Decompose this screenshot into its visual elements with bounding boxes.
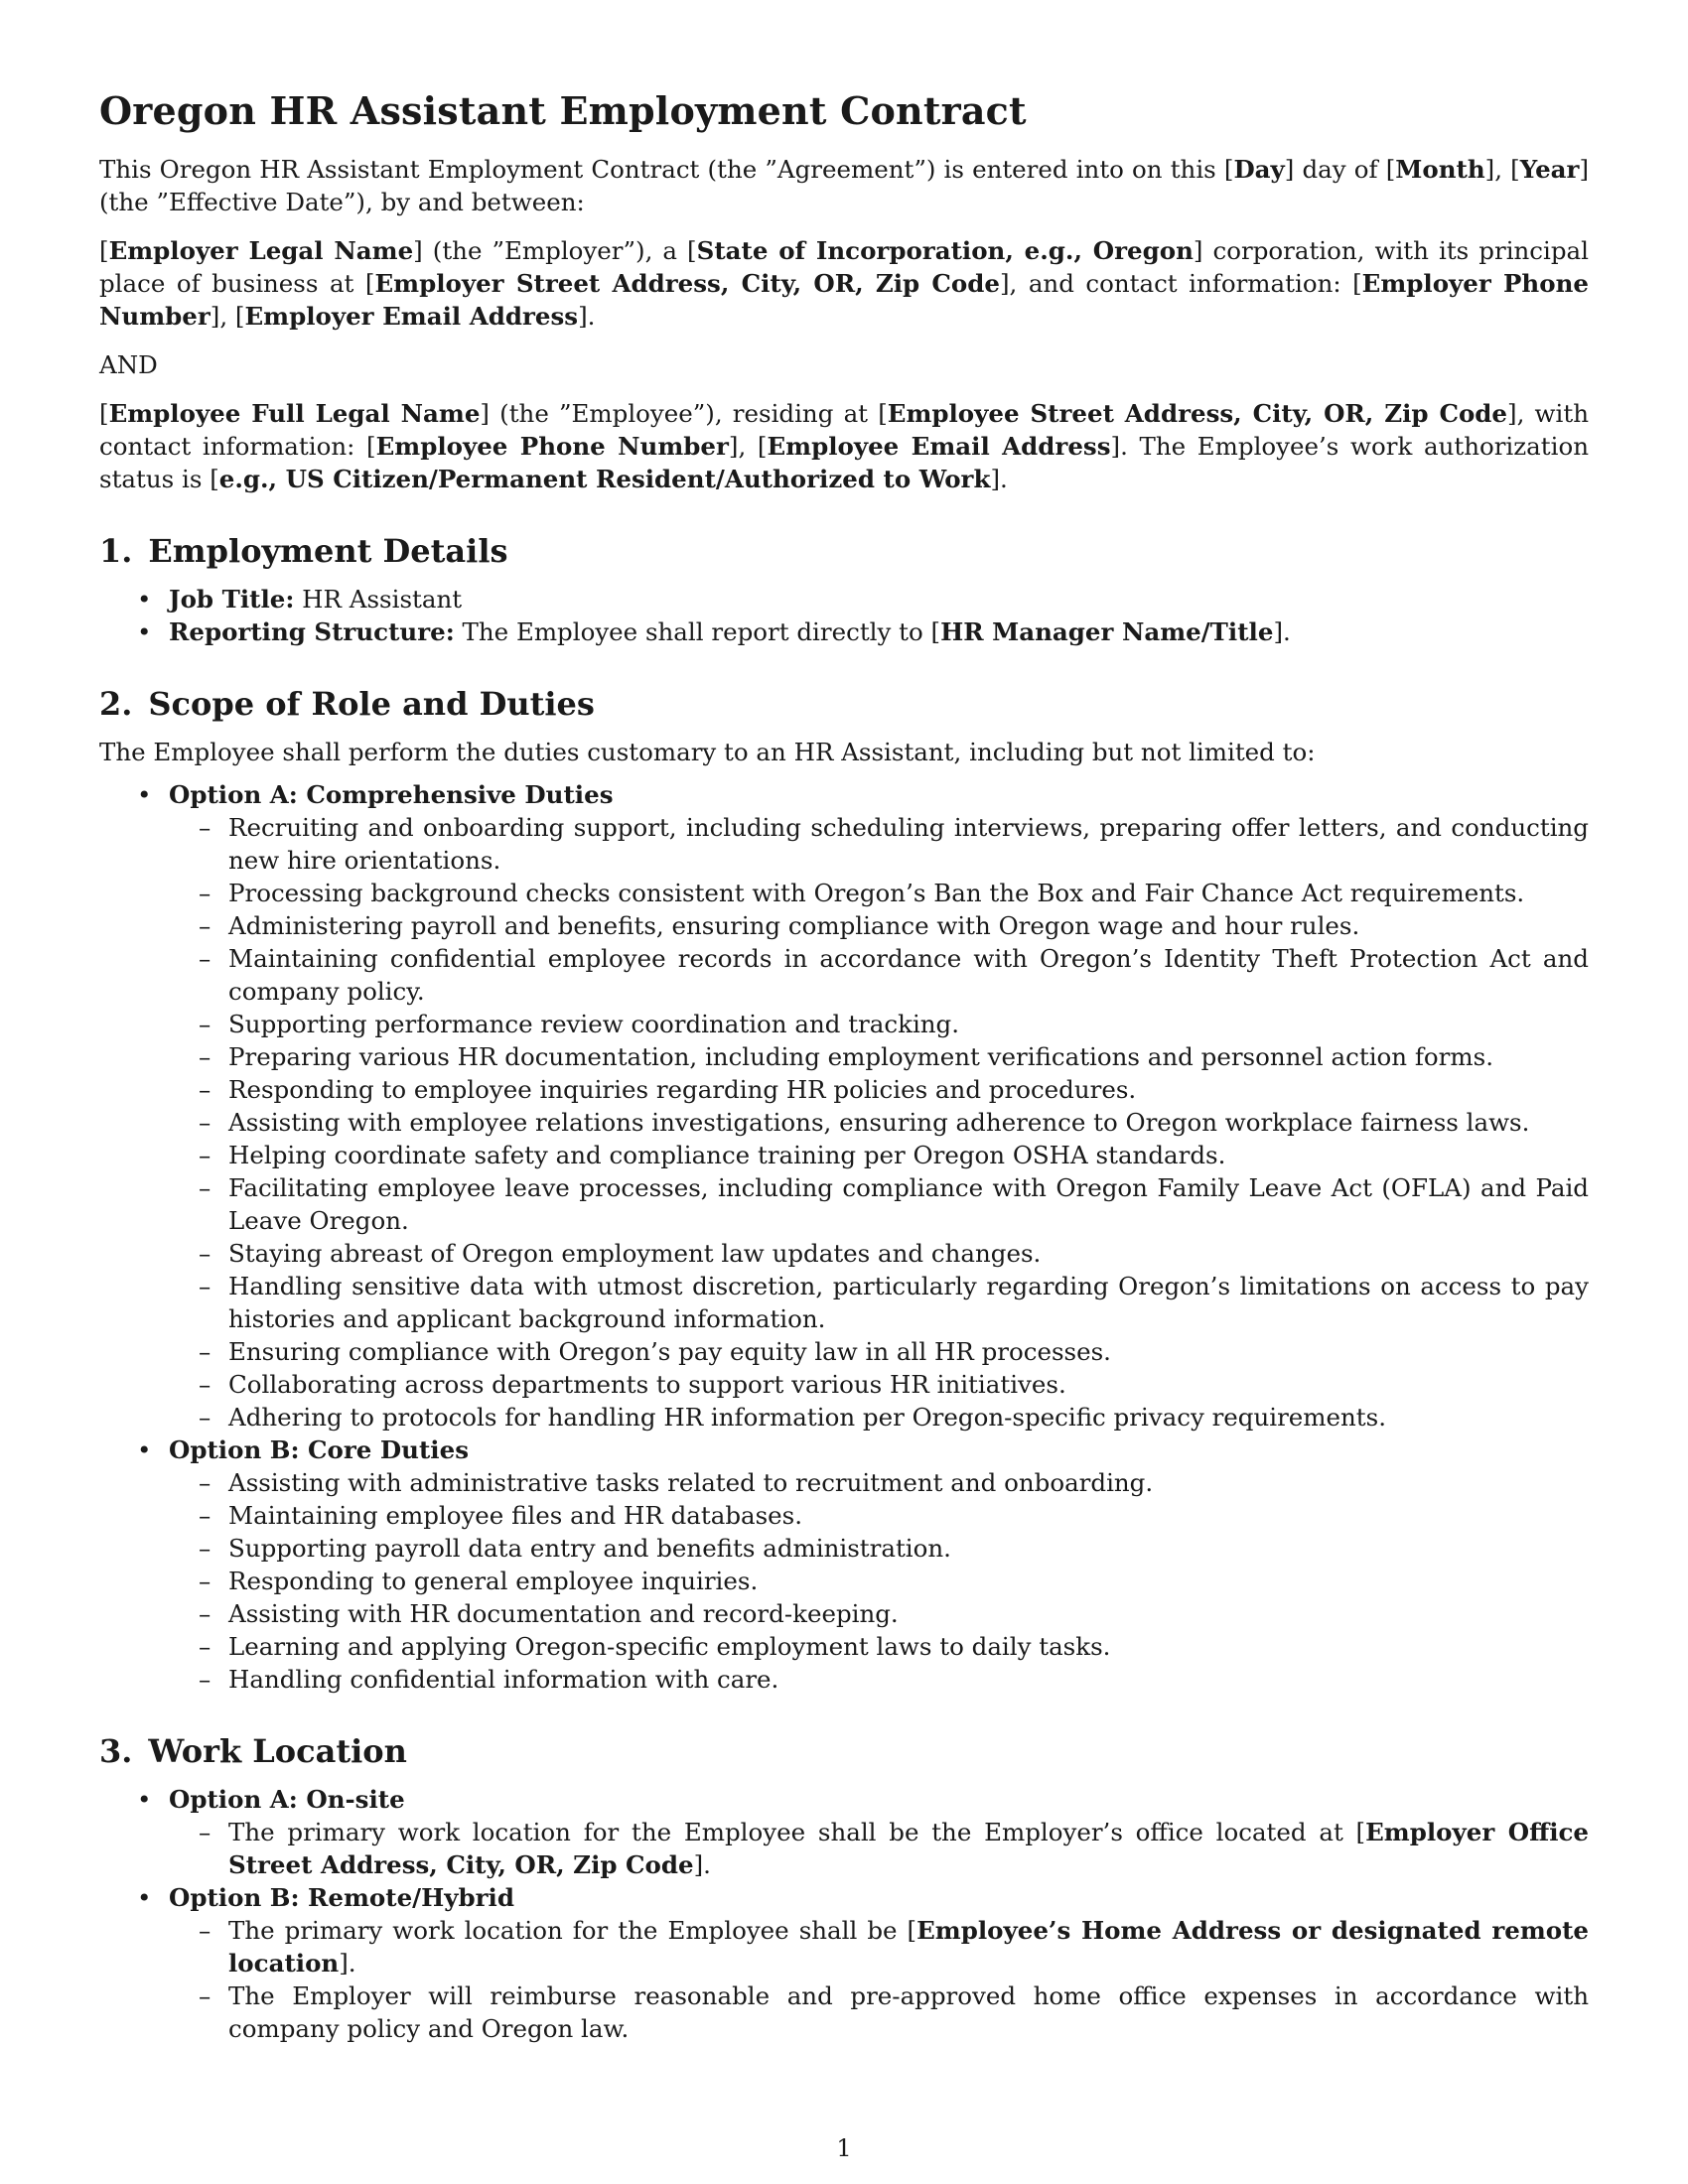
employer-text-2: ] (the ”Employer”), a [ [413,236,697,265]
option-a-label: Option A: Comprehensive Duties [169,780,614,809]
remote-text-2: ]. [339,1949,356,1978]
employee-email-placeholder: Employee Email Address [767,432,1111,461]
list-item [169,1816,1589,1881]
employee-paragraph [99,397,1589,495]
employee-text-6: ]. [990,465,1008,493]
employer-text-1: [ [99,236,109,265]
employer-text-4: ], and contact information: [ [999,269,1362,298]
section-1-heading [99,531,1589,571]
section-2-intro: The Employee shall perform the duties customary to an HR Assistant, including but not limited to: [99,738,1316,766]
intro-text-4: ] (the ”Effective Date”), by and between: [99,155,1589,216]
list-item: – Supporting performance review coordination and tracking. [169,1008,1589,1040]
duties-options-list [99,778,1589,1696]
list-item: – Handling confidential information with care. [169,1663,1589,1696]
intro-paragraph [99,153,1589,218]
year-placeholder: Year [1519,155,1580,184]
section-1-title: Employment Details [148,532,508,570]
option-a-location [99,1783,1589,1881]
option-a-location-label: Option A: On-site [169,1785,405,1814]
onsite-text-2: ]. [693,1850,711,1879]
section-3-number: 3. [99,1732,133,1770]
day-placeholder: Day [1233,155,1285,184]
list-item: – Administering payroll and benefits, ensuring compliance with Oregon wage and hour rules. [169,909,1589,942]
remote-address-placeholder: Employee’s Home Address or designated remote location [228,1916,1590,1978]
list-item: – The Employer will reimburse reasonable and pre-approved home office expenses in accordance with company policy and Oregon law. [169,1979,1589,2045]
office-address-placeholder: Employer Office Street Address, City, OR, Zip Code [228,1818,1590,1879]
section-2-title: Scope of Role and Duties [148,685,595,723]
onsite-text-1: The primary work location for the Employee shall be the Employer’s office located at [ [228,1818,1366,1846]
reporting-label: Reporting Structure: [169,617,455,646]
list-item: – Responding to general employee inquiries. [169,1565,1589,1597]
list-item: – Staying abreast of Oregon employment law updates and changes. [169,1237,1589,1270]
intro-text-2: ] day of [ [1284,155,1396,184]
employer-text-5: ], [ [210,302,245,331]
remote-text-1: The primary work location for the Employee shall be [ [228,1916,917,1945]
employee-name-placeholder: Employee Full Legal Name [108,399,481,428]
section-2-number: 2. [99,685,133,723]
list-item: – Handling sensitive data with utmost discretion, particularly regarding Oregon’s limitations on access to pay histories and applicant background information. [169,1270,1589,1335]
employee-text-2: ] (the ”Employee”), residing at [ [480,399,888,428]
employment-details-list [99,583,1589,648]
job-title-value: HR Assistant [294,585,463,614]
list-item: – Assisting with employee relations investigations, ensuring adherence to Oregon workplace fairness laws. [169,1106,1589,1139]
employee-text-1: [ [99,399,109,428]
employee-phone-placeholder: Employee Phone Number [375,432,729,461]
employee-address-placeholder: Employee Street Address, City, OR, Zip Code [887,399,1508,428]
employer-address-placeholder: Employer Street Address, City, OR, Zip Code [374,269,1000,298]
employee-text-5: ]. The Employee’s work authorization status is [ [99,432,1589,493]
month-placeholder: Month [1395,155,1485,184]
employer-paragraph [99,234,1589,333]
list-item: – Learning and applying Oregon-specific employment laws to daily tasks. [169,1630,1589,1663]
and-separator: AND [99,350,158,379]
option-b-location-list [169,1914,1589,2045]
employer-state-placeholder: State of Incorporation, e.g., Oregon [696,236,1194,265]
intro-text-1: This Oregon HR Assistant Employment Contract (the ”Agreement”) is entered into on this [ [99,155,1234,184]
list-item: – Supporting payroll data entry and benefits administration. [169,1532,1589,1565]
list-item: – Collaborating across departments to support various HR initiatives. [169,1368,1589,1401]
list-item [99,615,1589,648]
intro-text-3: ], [ [1484,155,1520,184]
list-item: – Adhering to protocols for handling HR information per Oregon-specific privacy requirements. [169,1401,1589,1433]
list-item: – Helping coordinate safety and compliance training per Oregon OSHA standards. [169,1139,1589,1171]
document-page [99,87,1589,2045]
reporting-text-2: ]. [1273,617,1291,646]
section-1-number: 1. [99,532,133,570]
job-title-label: Job Title: [169,585,295,614]
employee-text-3: ], with contact information: [ [99,399,1589,461]
section-3-heading [99,1731,1589,1771]
option-b-duties [99,1433,1589,1696]
list-item: – Recruiting and onboarding support, including scheduling interviews, preparing offer letters, and conducting new hire orientations. [169,811,1589,877]
employer-text-6: ]. [578,302,596,331]
section-3-title: Work Location [148,1732,407,1770]
document-title: Oregon HR Assistant Employment Contract [99,88,1027,133]
work-auth-placeholder: e.g., US Citizen/Permanent Resident/Authorized to Work [218,465,991,493]
employer-text-3: ] corporation, with its principal place of business at [ [99,236,1589,298]
list-item: – Maintaining employee files and HR databases. [169,1499,1589,1532]
list-item: – Maintaining confidential employee records in accordance with Oregon’s Identity Theft Protection Act and company policy. [169,942,1589,1008]
option-a-duties-list [169,811,1589,1433]
list-item: – Ensuring compliance with Oregon’s pay equity law in all HR processes. [169,1335,1589,1368]
reporting-text-1: The Employee shall report directly to [ [454,617,941,646]
employee-text-4: ], [ [728,432,768,461]
option-b-label: Option B: Core Duties [169,1435,469,1464]
list-item: – Assisting with HR documentation and record-keeping. [169,1597,1589,1630]
list-item: – Processing background checks consistent with Oregon’s Ban the Box and Fair Chance Act requirements. [169,877,1589,909]
list-item [169,1914,1589,1979]
manager-placeholder: HR Manager Name/Title [940,617,1274,646]
employer-name-placeholder: Employer Legal Name [108,236,414,265]
page-number: 1 [836,2134,852,2162]
option-a-duties [99,778,1589,1433]
list-item: – Responding to employee inquiries regarding HR policies and procedures. [169,1073,1589,1106]
option-b-location [99,1881,1589,2045]
option-b-location-label: Option B: Remote/Hybrid [169,1883,514,1912]
list-item: – Facilitating employee leave processes, including compliance with Oregon Family Leave Act (OFLA) and Paid Leave Oregon. [169,1171,1589,1237]
list-item [99,583,1589,615]
employer-email-placeholder: Employer Email Address [244,302,579,331]
option-b-duties-list [169,1466,1589,1696]
work-location-list [99,1783,1589,2045]
list-item: – Assisting with administrative tasks related to recruitment and onboarding. [169,1466,1589,1499]
section-2-heading [99,684,1589,724]
option-a-location-list [169,1816,1589,1881]
list-item: – Preparing various HR documentation, including employment verifications and personnel action forms. [169,1040,1589,1073]
employer-phone-placeholder: Employer Phone Number [99,269,1589,331]
